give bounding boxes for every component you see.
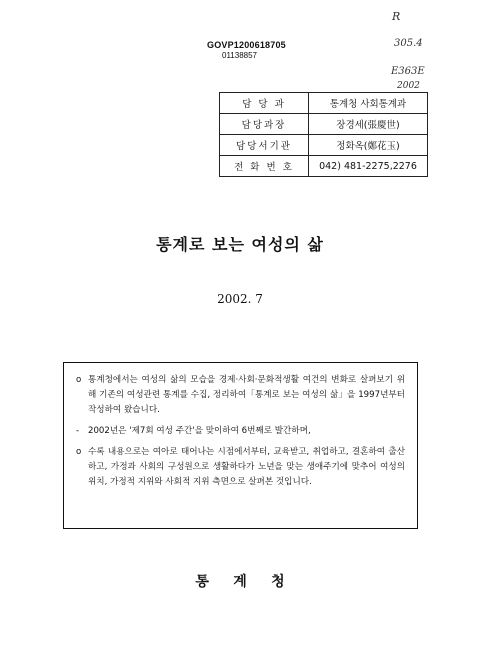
bullet-marker: o [76, 375, 82, 385]
note-marker: - [76, 426, 80, 436]
table-row [220, 156, 428, 177]
row-value: 장경세(張慶世) [309, 114, 428, 135]
row-label: 담당과장 [220, 114, 309, 135]
table-row [220, 135, 428, 156]
table-row [220, 114, 428, 135]
summary-note [76, 424, 405, 439]
handwritten-call-number-2: E363E [391, 66, 425, 77]
document-title: 통계로 보는 여성의 삶 [156, 235, 324, 254]
summary-bullet [76, 373, 405, 418]
note-text: 2002년은 '제7회 여성 주간'을 맞이하여 6번째로 발간하며, [88, 426, 311, 436]
summary-bullet [76, 445, 405, 490]
bullet-text: 수록 내용으로는 여아로 태어나는 시점에서부터, 교육받고, 취업하고, 결혼하여 출산하고, 가정과 사회의 구성원으로 생활하다가 노년을 맞는 생애주기에 맞추어 여성의 위치, 가정적 지위와 사회적 지위 측면으로 살펴본 것입니다. [88, 447, 405, 487]
summary-box [63, 362, 418, 529]
row-label: 담당서기관 [220, 135, 309, 156]
table-row [220, 93, 428, 114]
row-value: 정화옥(鄭花玉) [309, 135, 428, 156]
publication-date: 2002. 7 [217, 292, 263, 306]
agency-name: 통 계 청 [195, 574, 285, 590]
row-value: 통계청 사회통계과 [309, 93, 428, 114]
row-label: 전 화 번 호 [220, 156, 309, 177]
issuing-agency [0, 571, 480, 591]
row-label: 담 당 과 [220, 93, 309, 114]
bullet-text: 통계청에서는 여성의 삶의 모습을 경제·사회·문화적생활 여건의 변화로 살펴보기 위해 기존의 여성관련 통계를 수집, 정리하여「통계로 보는 여성의 삶」을 1997년부터 작성하여 왔습니다. [88, 375, 405, 415]
document-number: 01138857 [222, 51, 257, 60]
handwritten-mark: R [392, 10, 401, 23]
contact-info-table [219, 92, 428, 177]
bullet-marker: o [76, 447, 82, 457]
row-value: 042) 481-2275,2276 [309, 156, 428, 177]
handwritten-call-number-3: 2002 [397, 81, 420, 91]
handwritten-call-number-1: 305.4 [394, 38, 423, 49]
document-id: GOVP1200618705 [207, 40, 286, 50]
